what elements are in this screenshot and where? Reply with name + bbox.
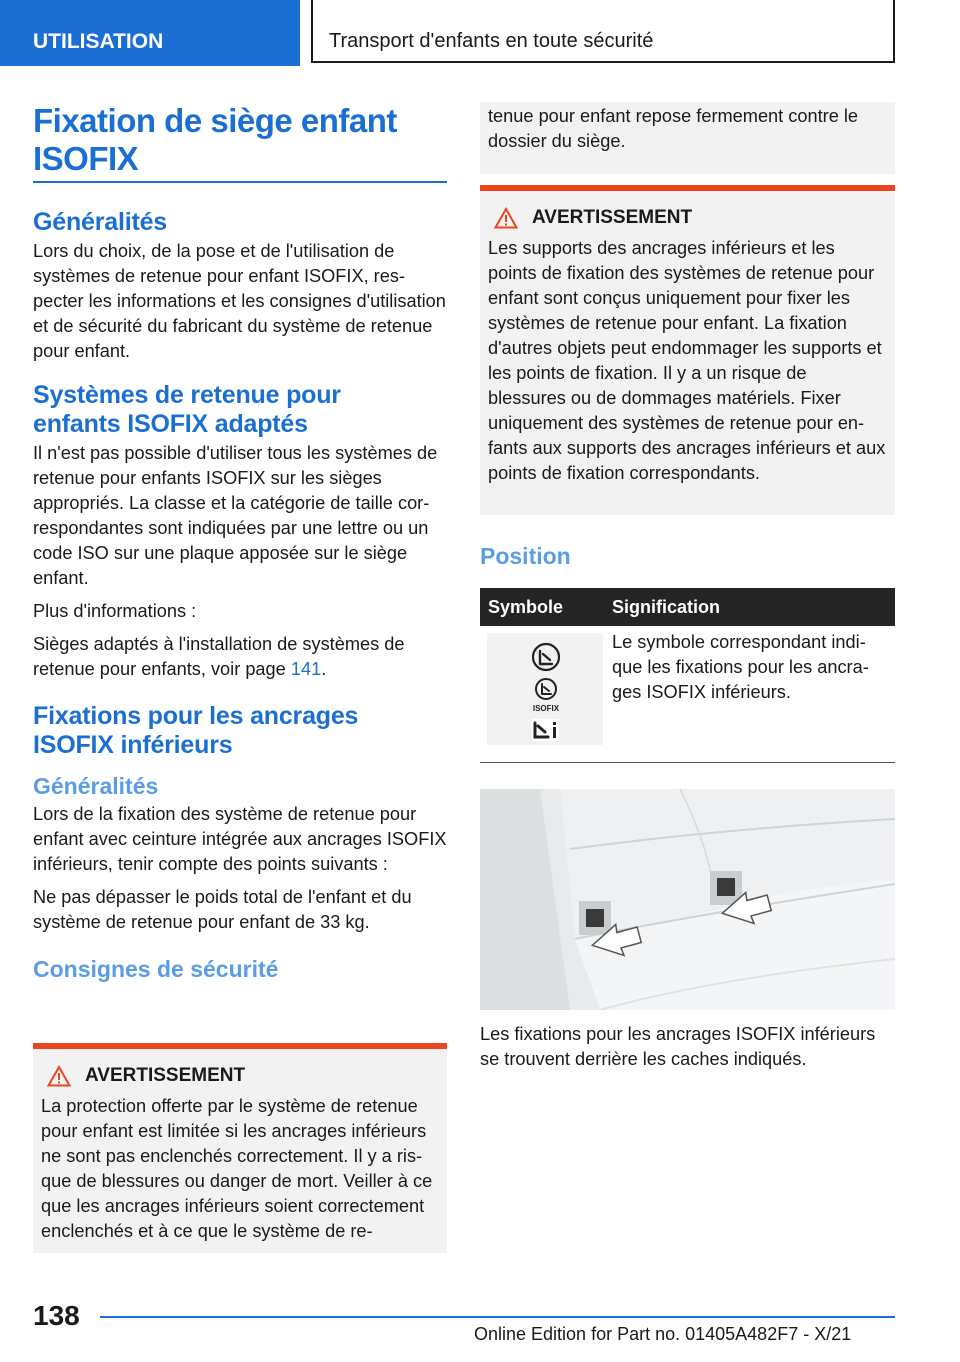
- child-seat-circle-icon: [533, 644, 559, 670]
- heading-consignes: Consignes de sécurité: [33, 956, 279, 982]
- table-header-signification: Signification: [604, 588, 895, 626]
- left-column: [33, 208, 449, 983]
- anchor-cover-left: [579, 901, 611, 935]
- para-plus-info: Plus d'informations :: [33, 601, 197, 621]
- isofix-circle-icon: [533, 679, 560, 713]
- heading-position: Position: [480, 543, 571, 569]
- warning-box-1: [33, 1043, 447, 1253]
- seat-anchorage-illustration: [480, 789, 895, 1010]
- page-title: Fixation de siège enfant ISOFIX: [33, 102, 397, 177]
- warning-triangle-icon: [47, 1065, 71, 1087]
- child-seat-info-icon: [532, 719, 559, 741]
- table-header-row: [480, 588, 895, 626]
- header-section: UTILISATION: [0, 0, 300, 66]
- table-row: [480, 626, 895, 746]
- symbol-table: [480, 588, 895, 746]
- subheading-generalites: Généralités: [33, 773, 159, 799]
- heading-generalites: Généralités: [33, 208, 167, 236]
- warning-text: Les supports des ancrages inférieurs et les points de fixation des systèmes de retenue pour enfant sont conçus uniquement pour fixer les systèmes de retenue pour enfant. La fixation d'autres objets peut endommager les supports et les points de fixation. Il y a un risque de blessures ou de dommages matériels. Fixer uniquement des systèmes de retenue pour enfants aux supports des ancrages inférieurs et aux points de fixation correspondants.: [488, 238, 886, 483]
- title-underline: [33, 181, 447, 183]
- page-number: 138: [33, 1300, 80, 1331]
- header-chapter: Transport d'enfants en toute sécurité: [311, 0, 895, 63]
- para-generalites: Lors du choix, de la pose et de l'utilisation de systèmes de retenue pour enfant ISOFIX, respecter les informations et les consignes d'utilisation et de sécurité du fabricant du système de retenue pour enfant.: [33, 241, 446, 361]
- warning-title: AVERTISSEMENT: [85, 1065, 246, 1086]
- continued-text-box: [480, 102, 895, 174]
- para-sieges: Sièges adaptés à l'installation de systèmes de retenue pour enfants, voir page 141.: [33, 634, 405, 679]
- warning-box-2: [480, 185, 895, 515]
- para-gen2: Lors de la fixation des système de retenue pour enfant avec ceinture intégrée aux ancrages ISOFIX inférieurs, tenir compte des points suivants :: [33, 804, 447, 874]
- isofix-symbols: [487, 633, 603, 745]
- continued-text: tenue pour enfant repose fermement contre le dossier du siège.: [488, 106, 859, 151]
- warning-title: AVERTISSEMENT: [532, 207, 693, 228]
- footer-rule: [100, 1316, 895, 1318]
- warning-triangle-icon: [494, 207, 518, 229]
- heading-fixations: Fixations pour les ancrages ISOFIX inférieurs: [33, 702, 359, 759]
- isofix-label: ISOFIX: [532, 704, 560, 713]
- page-link-141[interactable]: 141: [290, 659, 322, 679]
- table-header-symbole: Symbole: [480, 588, 604, 626]
- image-caption: Les fixations pour les ancrages ISOFIX inférieurs se trouvent derrière les caches indiqués.: [480, 1024, 876, 1069]
- para-systemes: Il n'est pas possible d'utiliser tous les systèmes de retenue pour enfants ISOFIX sur les sièges appropriés. La classe et la catégorie de taille correspondantes sont indiquées par une lettre ou un code ISO sur une plaque apposée sur le siège enfant.: [33, 443, 438, 588]
- warning-text: La protection offerte par le système de retenue pour enfant est limitée si les ancrages inférieurs ne sont pas enclenchés correctement. Il y a risque de blessures ou danger de mort. Veiller à ce que les ancrages inférieurs soient correctement enclenchés et à ce que le système de re-: [41, 1096, 433, 1241]
- table-bottom-rule: [480, 762, 895, 763]
- para-poids: Ne pas dépasser le poids total de l'enfant et du système de retenue pour enfant de 33 kg.: [33, 887, 412, 932]
- table-cell-signification: Le symbole correspondant indique les fixations pour les ancrages ISOFIX inférieurs.: [612, 632, 869, 702]
- footer-edition: Online Edition for Part no. 01405A482F7 - X/21: [474, 1324, 852, 1344]
- heading-systemes: Systèmes de retenue pour enfants ISOFIX adaptés: [33, 381, 341, 438]
